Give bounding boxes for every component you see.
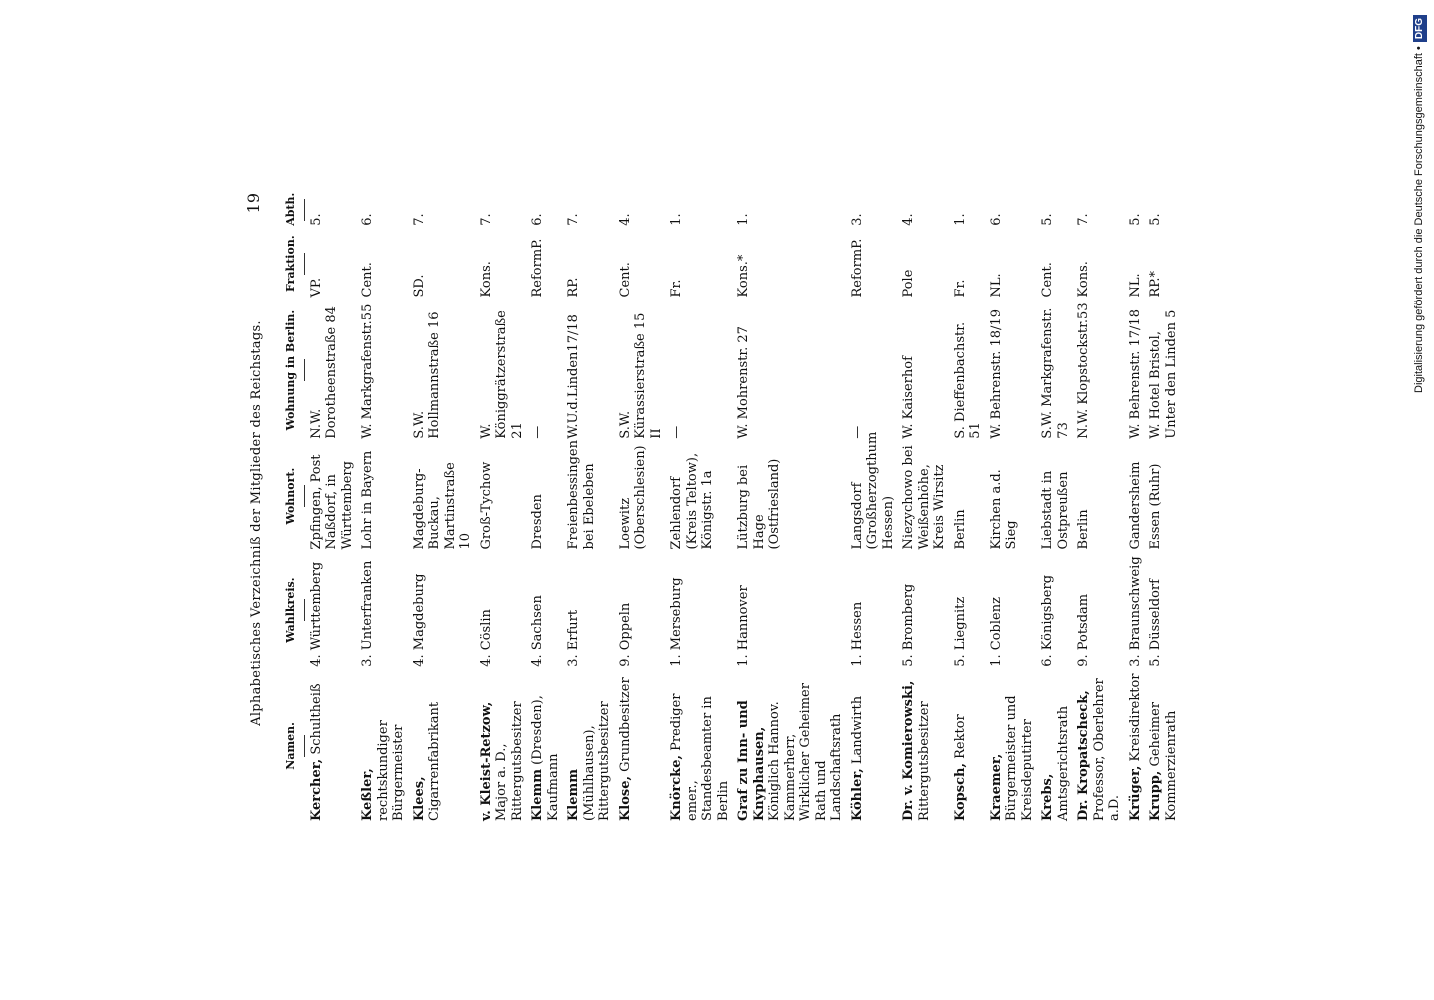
member-name-cell bbox=[530, 669, 566, 823]
member-occupation: Königlich Hannov. Kammerherr, Wirklicher Geheimer Rath und Landschaftsrath bbox=[767, 683, 844, 821]
table-row bbox=[412, 193, 479, 823]
fraktion-cell: Cent. bbox=[360, 262, 375, 298]
table-row bbox=[618, 193, 670, 823]
fraktion-cell: ReformP. bbox=[530, 238, 545, 298]
wahlkreis-cell: 6. Königsberg bbox=[1040, 574, 1055, 667]
wahlkreis-cell: 5. Liegnitz bbox=[952, 596, 968, 667]
abth-cell: 6. bbox=[530, 213, 545, 226]
wahlkreis-cell: 4. Cöslin bbox=[478, 609, 494, 667]
member-name: Klemm bbox=[566, 768, 581, 821]
member-occupation: (Dresden), Kaufmann bbox=[530, 695, 561, 821]
member-occupation: Prediger emer., Standesbeamter in Berlin bbox=[669, 693, 731, 821]
berlin-address-cell: W.U.d.Linden17/18 bbox=[566, 314, 581, 439]
member-name: Kraemer, bbox=[988, 753, 1004, 821]
member-occupation: Cigarrenfabrikant bbox=[427, 701, 442, 821]
wahlkreis-cell: 1. Coblenz bbox=[988, 597, 1004, 667]
member-name-cell bbox=[850, 669, 902, 823]
member-occupation: rechtskundiger Bürgermeister bbox=[375, 720, 406, 821]
fraktion-cell: NL. bbox=[1127, 273, 1143, 298]
berlin-address-cell: — bbox=[669, 425, 684, 439]
abth-cell: 3. bbox=[849, 213, 865, 226]
member-occupation: Major a. D., Rittergutsbesitzer bbox=[494, 701, 525, 821]
member-name-cell bbox=[1076, 669, 1128, 823]
member-occupation: Geheimer Kommerzienrath bbox=[1148, 702, 1179, 821]
wohnort-cell: Berlin bbox=[952, 509, 968, 550]
wahlkreis-cell: 1. Hannover bbox=[736, 585, 751, 667]
page-number: 19 bbox=[244, 193, 263, 214]
berlin-address-cell: S.W. Kürassierstraße 15 II bbox=[617, 312, 664, 439]
table-row bbox=[953, 193, 989, 823]
column-header-berlin: Wohnung in Berlin. bbox=[281, 299, 309, 440]
berlin-address-cell: N.W. Dorotheenstraße 84 bbox=[308, 306, 339, 439]
abth-cell: 7. bbox=[566, 213, 581, 226]
wahlkreis-cell: 3. Braunschweig bbox=[1127, 556, 1143, 667]
wohnort-cell: Berlin bbox=[1076, 509, 1091, 550]
table-row bbox=[1040, 193, 1076, 823]
abth-cell: 7. bbox=[1076, 213, 1091, 226]
fraktion-cell: Fr. bbox=[669, 279, 684, 298]
table-row bbox=[850, 193, 902, 823]
wahlkreis-cell: 3. Unterfranken bbox=[360, 560, 375, 667]
wahlkreis-cell: 3. Erfurt bbox=[566, 609, 581, 667]
member-name-cell bbox=[618, 669, 670, 823]
fraktion-cell: RP.* bbox=[1148, 270, 1163, 298]
wahlkreis-cell: 9. Potsdam bbox=[1076, 593, 1091, 667]
wohnort-cell: Groß-Tychow bbox=[478, 461, 494, 550]
wohnort-cell: Zehlendorf (Kreis Teltow), Königstr. 1a bbox=[669, 452, 715, 550]
table-row bbox=[901, 193, 953, 823]
table-row bbox=[1128, 193, 1149, 823]
wohnort-cell: Dresden bbox=[530, 494, 545, 550]
wahlkreis-cell: 5. Düsseldorf bbox=[1148, 579, 1163, 667]
member-name-cell bbox=[412, 669, 479, 823]
column-header-wohnort: Wohnort. bbox=[281, 441, 309, 552]
abth-cell: 1. bbox=[669, 213, 684, 226]
berlin-address-cell: W. Hotel Bristol, Unter den Linden 5 bbox=[1148, 309, 1179, 439]
fraktion-cell: Fr. bbox=[952, 279, 968, 298]
abth-cell: 5. bbox=[1127, 213, 1143, 226]
abth-cell: 6. bbox=[988, 213, 1004, 226]
fraktion-cell: NL. bbox=[988, 273, 1004, 298]
member-name: Köhler, bbox=[849, 768, 865, 821]
member-occupation: Amtsgerichtsrath bbox=[1055, 705, 1071, 821]
table-row bbox=[360, 193, 412, 823]
berlin-address-cell: — bbox=[849, 425, 865, 439]
fraktion-cell: Cent. bbox=[617, 262, 633, 298]
fraktion-cell: VP. bbox=[308, 277, 324, 298]
wohnort-cell: Liebstadt in Ostpreußen bbox=[1040, 470, 1071, 550]
member-name: v. Kleist-Retzow, bbox=[478, 701, 494, 821]
member-occupation: Schultheiß bbox=[308, 683, 324, 755]
fraktion-cell: Cent. bbox=[1040, 262, 1055, 298]
member-name-cell bbox=[566, 669, 618, 823]
berlin-address-cell: W. Behrenstr. 18/19 bbox=[988, 309, 1004, 439]
berlin-address-cell: — bbox=[530, 425, 545, 439]
member-name-cell bbox=[901, 669, 953, 823]
table-row bbox=[669, 193, 736, 823]
table-row bbox=[566, 193, 618, 823]
table-row bbox=[309, 193, 361, 823]
wahlkreis-cell: 1. Merseburg bbox=[669, 577, 684, 667]
member-occupation: Grundbesitzer bbox=[617, 677, 633, 772]
page-heading: Alphabetisches Verzeichniß der Mitglieder des Reichstags. bbox=[249, 320, 264, 726]
member-occupation: Rektor bbox=[952, 714, 968, 759]
column-header-name: Namen. bbox=[281, 669, 309, 823]
member-name: Klees, bbox=[411, 776, 427, 821]
berlin-address-cell: W. Mohrenstr. 27 bbox=[736, 326, 751, 439]
abth-cell: 7. bbox=[411, 213, 427, 226]
member-name: Keßler, bbox=[360, 768, 375, 821]
member-name: Kercher, bbox=[308, 758, 324, 821]
wohnort-cell: Loewitz (Oberschlesien) bbox=[617, 445, 648, 550]
abth-cell: 1. bbox=[736, 213, 751, 226]
berlin-address-cell: W. Behrenstr. 17/18 bbox=[1127, 309, 1143, 439]
berlin-address-cell: S. Dieffenbachstr. 51 bbox=[952, 321, 983, 439]
member-name-cell bbox=[989, 669, 1041, 823]
member-name: Klemm bbox=[530, 768, 545, 821]
wohnort-cell: Lohr in Bayern bbox=[360, 450, 375, 550]
berlin-address-cell: S.W. Markgrafenstr. 73 bbox=[1040, 307, 1071, 439]
abth-cell: 5. bbox=[308, 213, 324, 226]
abth-cell: 4. bbox=[901, 213, 916, 226]
member-occupation: (Mühlhausen), Rittergutsbesitzer bbox=[581, 701, 612, 821]
wohnort-cell: Essen (Ruhr) bbox=[1148, 463, 1163, 550]
member-name: Krupp, bbox=[1148, 770, 1163, 821]
member-occupation: Kreisdirektor bbox=[1127, 673, 1143, 762]
member-name-cell bbox=[360, 669, 412, 823]
fraktion-cell: Kons. bbox=[1076, 261, 1091, 298]
member-name: Krüger, bbox=[1127, 765, 1143, 821]
table-body bbox=[309, 193, 1185, 823]
table-row bbox=[736, 193, 850, 823]
berlin-address-cell: S.W. Hollmannstraße 16 bbox=[411, 311, 442, 439]
fraktion-cell: RP. bbox=[566, 277, 581, 298]
member-name: Graf zu Inn- und Knyphausen, bbox=[736, 700, 767, 821]
wahlkreis-cell: 4. Magdeburg bbox=[411, 573, 427, 667]
wahlkreis-cell: 4. Württemberg bbox=[308, 561, 324, 667]
abth-cell: 5. bbox=[1148, 213, 1163, 226]
table-row bbox=[1148, 193, 1184, 823]
member-name: Klose, bbox=[617, 775, 633, 821]
credit-text: Digitalisierung gefördert durch die Deutsche Forschungsgemeinschaft • bbox=[1413, 46, 1425, 393]
table-row bbox=[1076, 193, 1128, 823]
member-name: Krebs, bbox=[1040, 773, 1055, 821]
table-row bbox=[530, 193, 566, 823]
dfg-logo: DFG bbox=[1413, 15, 1427, 42]
member-occupation: Landwirth bbox=[849, 695, 865, 765]
member-name-cell bbox=[736, 669, 850, 823]
abth-cell: 7. bbox=[478, 213, 494, 226]
member-name: Dr. Kropatscheck, bbox=[1076, 690, 1091, 821]
wohnort-cell: Langsdorf (Großherzogthum Hessen) bbox=[849, 431, 896, 550]
wahlkreis-cell: 9. Oppeln bbox=[617, 602, 633, 667]
column-header-wahlkreis: Wahlkreis. bbox=[281, 551, 309, 668]
member-name-cell bbox=[669, 669, 736, 823]
wahlkreis-cell: 5. Bromberg bbox=[901, 583, 916, 667]
wohnort-cell: Zpfingen, Post Naßdorf, in Württemberg bbox=[308, 454, 355, 550]
member-register-table bbox=[281, 193, 1184, 823]
berlin-address-cell: N.W. Klopstockstr.53 bbox=[1076, 302, 1091, 439]
wahlkreis-cell: 4. Sachsen bbox=[530, 595, 545, 667]
member-name: Dr. v. Komierowski, bbox=[901, 680, 916, 821]
table-row bbox=[989, 193, 1041, 823]
abth-cell: 6. bbox=[360, 213, 375, 226]
table-row bbox=[479, 193, 531, 823]
wohnort-cell: Magdeburg-Buckau, Martinstraße 10 bbox=[411, 462, 473, 550]
member-name: Knörcke, bbox=[669, 755, 684, 821]
rotated-register-page bbox=[245, 193, 1225, 823]
wohnort-cell: Freienbessingen bei Ebeleben bbox=[566, 440, 597, 550]
member-name-cell bbox=[1040, 669, 1076, 823]
fraktion-cell: SD. bbox=[411, 274, 427, 298]
table-header-row bbox=[281, 193, 309, 823]
wohnort-cell: Gandersheim bbox=[1127, 461, 1143, 550]
member-name-cell bbox=[309, 669, 361, 823]
abth-cell: 1. bbox=[952, 213, 968, 226]
berlin-address-cell: W. Kaiserhof bbox=[901, 356, 916, 439]
fraktion-cell: Kons. bbox=[478, 261, 494, 298]
wahlkreis-cell: 1. Hessen bbox=[849, 601, 865, 667]
member-name-cell bbox=[1148, 669, 1184, 823]
abth-cell: 5. bbox=[1040, 213, 1055, 226]
member-occupation: Professor, Oberlehrer a.D. bbox=[1091, 678, 1122, 821]
member-name: Kopsch, bbox=[952, 763, 968, 821]
member-name-cell bbox=[1128, 669, 1149, 823]
member-occupation: Bürgermeister und Kreisdeputirter bbox=[1004, 695, 1035, 821]
wohnort-cell: Kirchen a.d. Sieg bbox=[988, 469, 1019, 550]
member-occupation: Rittergutsbesitzer bbox=[916, 701, 932, 821]
abth-cell: 4. bbox=[617, 213, 633, 226]
berlin-address-cell: W. Markgrafenstr.55 bbox=[360, 303, 375, 439]
wohnort-cell: Niezychowo bei Weißenhöhe, Kreis Wirsitz bbox=[901, 445, 947, 550]
fraktion-cell: ReformP. bbox=[849, 238, 865, 298]
column-header-abth: Abth. bbox=[281, 193, 309, 228]
member-name-cell bbox=[479, 669, 531, 823]
wohnort-cell: Lützburg bei Hage (Ostfriesland) bbox=[736, 458, 782, 550]
member-name-cell bbox=[953, 669, 989, 823]
berlin-address-cell: W. Königgrätzerstraße 21 bbox=[478, 310, 525, 439]
digitization-credit bbox=[1410, 3, 1428, 393]
column-header-fraktion: Fraktion. bbox=[281, 228, 309, 300]
fraktion-cell: Kons.* bbox=[736, 254, 751, 298]
fraktion-cell: Pole bbox=[901, 269, 916, 298]
